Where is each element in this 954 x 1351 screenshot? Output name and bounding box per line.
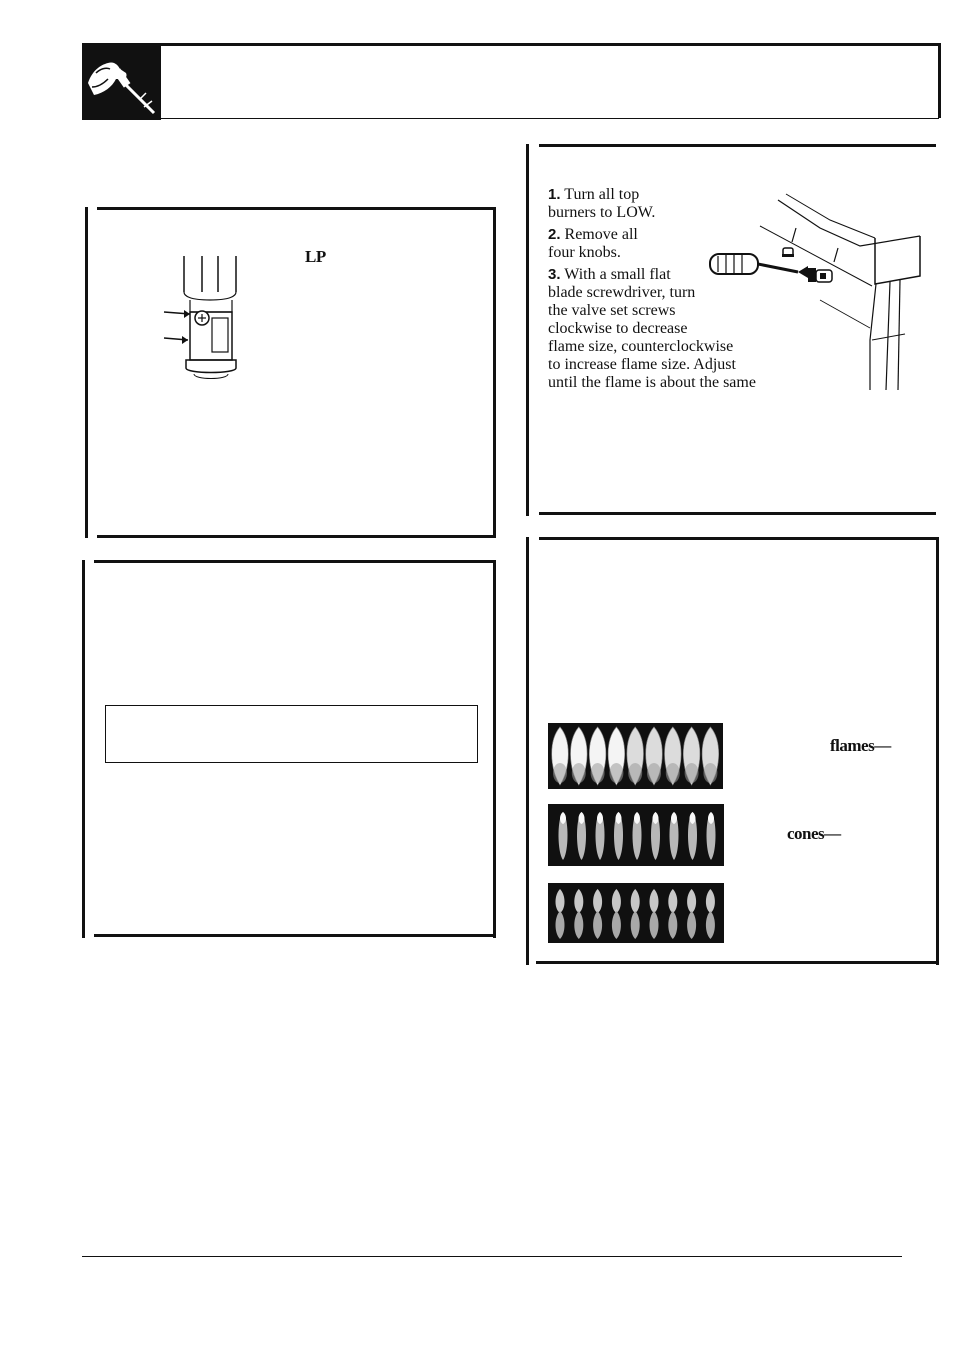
- flame-base-shade: [703, 763, 717, 783]
- short-flame-bottom: [574, 911, 583, 939]
- right-bottom-box-left-rule: [526, 537, 529, 965]
- flame-base-shade: [628, 763, 642, 783]
- inner-notice-frame: [105, 705, 478, 763]
- step-3-line-2: blade screwdriver, turn: [548, 284, 696, 301]
- flame-base-shade: [553, 763, 567, 783]
- cones-label: cones—: [787, 824, 841, 843]
- step-3-line-7: until the flame is about the same: [548, 374, 756, 391]
- flame-shapes-large: [548, 723, 723, 789]
- step-3-line-6: to increase flame size. Adjust: [548, 356, 736, 373]
- step-3-line-5: flame size, counterclockwise: [548, 338, 734, 355]
- right-bottom-box-bottom-rule: [536, 961, 939, 964]
- left-bottom-box-bottom-rule: [94, 934, 496, 937]
- header-icon-block: [82, 43, 161, 120]
- header-right-rule: [938, 43, 941, 118]
- short-flame-bottom: [631, 911, 640, 939]
- flame-base-shade: [572, 763, 586, 783]
- short-flame-top: [650, 889, 659, 913]
- step-1-number: 1.: [548, 186, 561, 203]
- flame-base-shade: [666, 763, 680, 783]
- left-bottom-box-right-rule: [493, 560, 496, 938]
- left-top-box-bottom-rule: [97, 535, 496, 538]
- flame-base-shade: [591, 763, 605, 783]
- flame-photo-short-flames: [548, 883, 724, 943]
- short-flame-bottom: [593, 911, 602, 939]
- header-bottom-rule: [82, 118, 939, 119]
- step-2-line-1: Remove all: [564, 226, 638, 243]
- flame-photo-yellow-flames: [548, 723, 723, 789]
- step-1-line-1: Turn all top: [564, 186, 640, 203]
- short-flame-top: [556, 889, 565, 913]
- right-top-box-top-rule: [539, 144, 936, 147]
- lp-label: LP: [305, 247, 326, 266]
- flame-shapes-short: [548, 883, 724, 943]
- orifice-cap-icon: [160, 254, 260, 384]
- right-top-box-bottom-rule: [539, 512, 936, 515]
- right-bottom-box-top-rule: [539, 537, 939, 540]
- step-2-line-2: four knobs.: [548, 244, 621, 261]
- short-flame-top: [612, 889, 621, 913]
- hand-screwdriver-icon: [82, 43, 161, 120]
- short-flame-top: [574, 889, 583, 913]
- short-flame-bottom: [650, 911, 659, 939]
- short-flame-top: [593, 889, 602, 913]
- left-top-box-right-rule: [493, 207, 496, 538]
- header-top-rule: [82, 43, 941, 46]
- short-flame-top: [631, 889, 640, 913]
- left-top-box-left-rule: [85, 207, 88, 538]
- short-flame-bottom: [687, 911, 696, 939]
- step-3-line-1: With a small flat: [564, 266, 671, 283]
- flames-label: flames—: [830, 736, 891, 755]
- flame-base-shade: [609, 763, 623, 783]
- step-3-number: 3.: [548, 266, 561, 283]
- flame-shapes-cones: [548, 804, 724, 866]
- short-flame-bottom: [612, 911, 621, 939]
- flame-base-shade: [647, 763, 661, 783]
- left-top-box-top-rule: [97, 207, 494, 210]
- right-top-box-left-rule: [526, 144, 529, 516]
- left-bottom-box-left-rule: [82, 560, 85, 938]
- flame-base-shade: [685, 763, 699, 783]
- short-flame-top: [687, 889, 696, 913]
- short-flame-bottom: [668, 911, 677, 939]
- step-3-line-4: clockwise to decrease: [548, 320, 688, 337]
- footer-rule: [82, 1256, 902, 1257]
- flame-photo-inner-cones: [548, 804, 724, 866]
- short-flame-top: [706, 889, 715, 913]
- short-flame-bottom: [556, 911, 565, 939]
- right-bottom-box-right-rule: [936, 537, 939, 965]
- step-2-number: 2.: [548, 226, 561, 243]
- range-valve-screwdriver-icon: [700, 190, 925, 390]
- step-1-line-2: burners to LOW.: [548, 204, 656, 221]
- short-flame-bottom: [706, 911, 715, 939]
- step-3-line-3: the valve set screws: [548, 302, 676, 319]
- left-bottom-box-top-rule: [94, 560, 496, 563]
- short-flame-top: [668, 889, 677, 913]
